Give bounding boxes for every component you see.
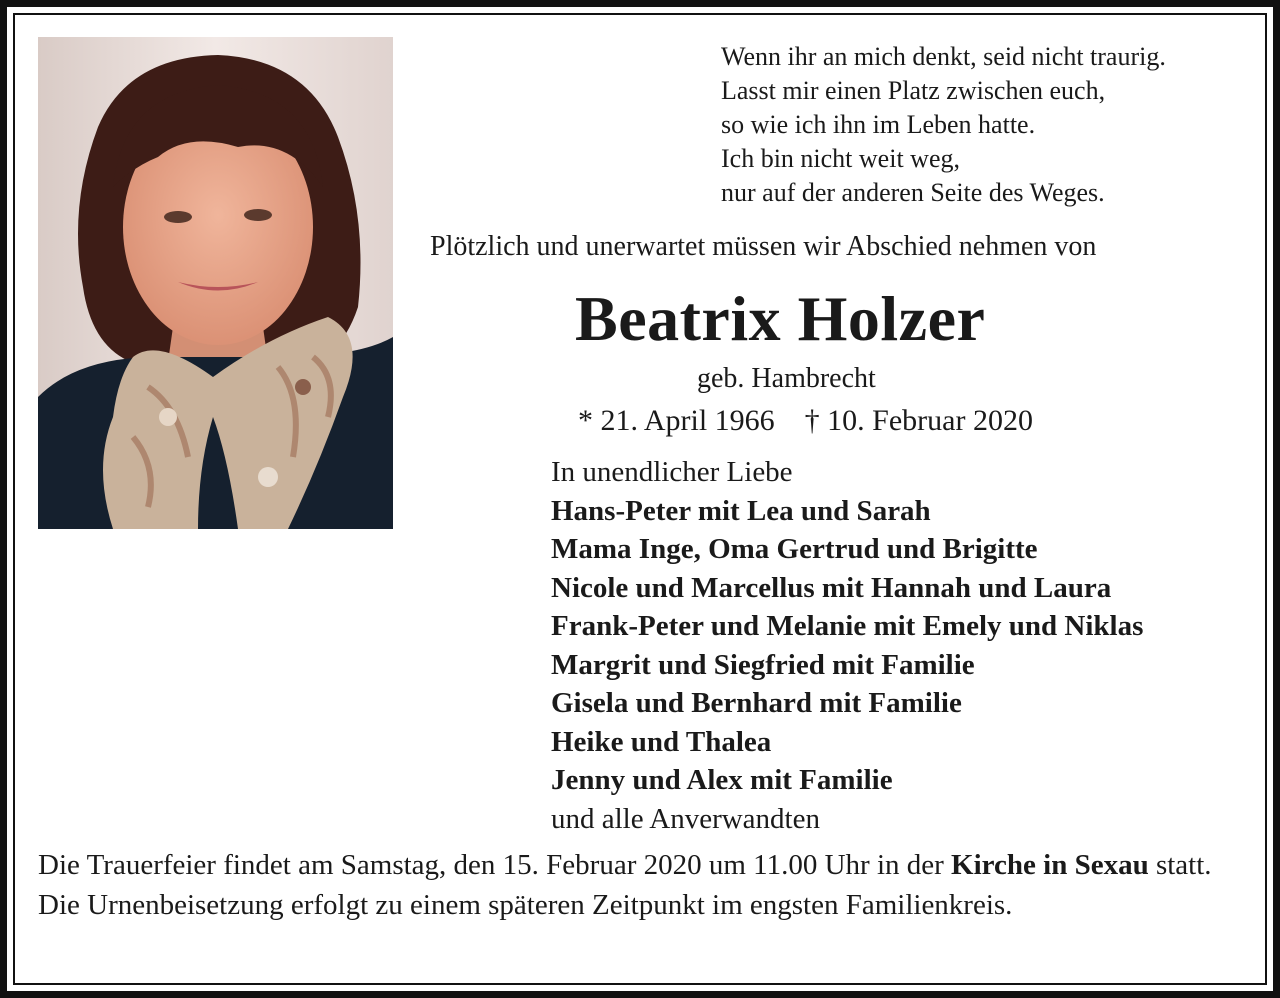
death-date: † 10. Februar 2020 — [804, 404, 1033, 437]
mourner-entry: Margrit und Siegfried mit Familie — [551, 648, 975, 681]
life-dates — [578, 403, 1033, 439]
scarf-flower — [258, 467, 278, 487]
mourner-entry: Mama Inge, Oma Gertrud und Brigitte — [551, 533, 1038, 565]
birth-date: * 21. April 1966 — [578, 404, 775, 437]
funeral-location: Kirche in Sexau — [951, 849, 1149, 881]
portrait-photo — [38, 37, 393, 529]
portrait-illustration — [38, 37, 393, 529]
funeral-text-before: Die Trauerfeier findet am Samstag, den 15. Februar 2020 um 11.00 Uhr in der — [38, 849, 952, 881]
mourners-closing: und alle Anverwandten — [551, 802, 820, 835]
mourner-entry: Gisela und Bernhard mit Familie — [551, 687, 962, 719]
announcement-intro: Plötzlich und unerwartet müssen wir Abschied nehmen von — [430, 231, 1097, 262]
funeral-notice — [38, 845, 1253, 925]
poem — [721, 40, 1261, 210]
poem-line: Wenn ihr an mich denkt, seid nicht traurig. — [721, 42, 1166, 71]
scarf-flower — [159, 408, 177, 426]
scarf-flower — [295, 379, 311, 395]
mourner-entry: Jenny und Alex mit Familie — [551, 764, 893, 796]
maiden-name: geb. Hambrecht — [697, 363, 876, 394]
poem-line: Lasst mir einen Platz zwischen euch, — [721, 76, 1106, 105]
mourner-entry: Frank-Peter und Melanie mit Emely und Niklas — [551, 610, 1144, 642]
poem-line: nur auf der anderen Seite des Weges. — [721, 178, 1105, 207]
mourners-intro: In unendlicher Liebe — [551, 456, 793, 488]
funeral-text-after: statt. Die Urnenbeisetzung erfolgt zu einem späteren Zeitpunkt im engsten Familienkreis. — [38, 849, 1212, 921]
deceased-name: Beatrix Holzer — [575, 283, 986, 354]
mourner-entry: Nicole und Marcellus mit Hannah und Laura — [551, 571, 1112, 604]
poem-line: so wie ich ihn im Leben hatte. — [721, 110, 1036, 139]
mourner-entry: Hans-Peter mit Lea und Sarah — [551, 494, 931, 527]
right-eye — [244, 209, 272, 221]
poem-line: Ich bin nicht weit weg, — [721, 144, 960, 173]
mourners-list — [551, 453, 1261, 838]
left-eye — [164, 211, 192, 223]
mourner-entry: Heike und Thalea — [551, 725, 772, 758]
